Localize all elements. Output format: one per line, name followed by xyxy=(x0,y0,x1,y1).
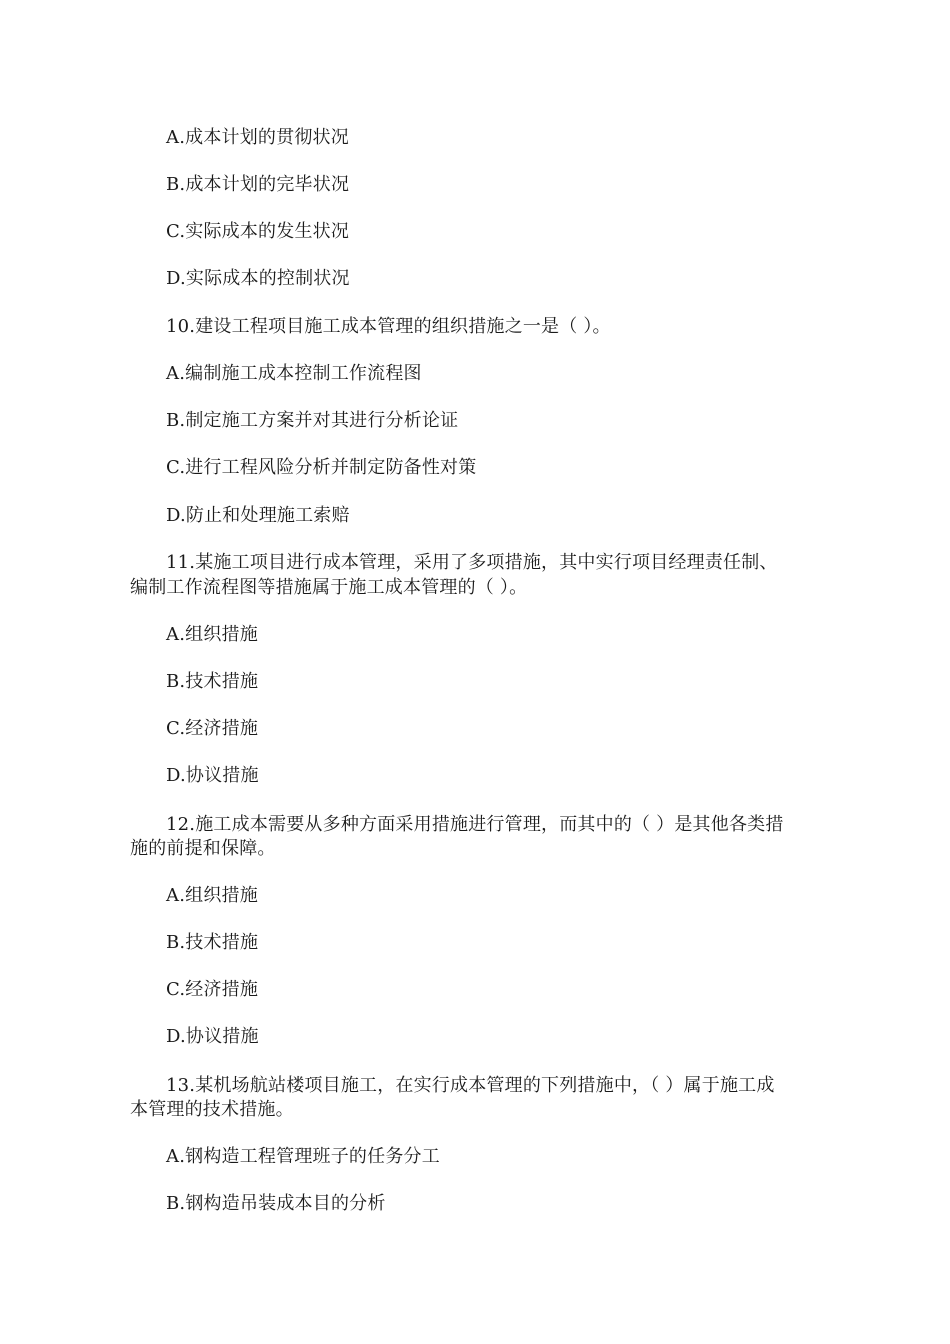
q12-option-b: B.技术措施 xyxy=(166,932,259,953)
q10-option-b: B.制定施工方案并对其进行分析论证 xyxy=(166,410,459,431)
option-b: B.成本计划的完毕状况 xyxy=(166,174,350,195)
option-a: A.成本计划的贯彻状况 xyxy=(166,127,349,148)
q13-option-b: B.钢构造吊装成本目的分析 xyxy=(166,1193,386,1214)
option-c: C.实际成本的发生状况 xyxy=(166,221,350,242)
q12-option-c: C.经济措施 xyxy=(166,979,259,1000)
q11-option-c: C.经济措施 xyxy=(166,718,259,739)
q11-option-b: B.技术措施 xyxy=(166,671,259,692)
q13-option-a: A.钢构造工程管理班子的任务分工 xyxy=(166,1146,440,1167)
question-11-line-2: 编制工作流程图等措施属于施工成本管理的（ ）。 xyxy=(130,577,528,598)
question-13-line-1: 13.某机场航站楼项目施工，在实行成本管理的下列措施中，（ ）属于施工成 xyxy=(166,1075,775,1096)
q12-option-a: A.组织措施 xyxy=(166,885,258,906)
q11-option-a: A.组织措施 xyxy=(166,624,258,645)
question-13-line-2: 本管理的技术措施。 xyxy=(130,1099,294,1120)
q10-option-a: A.编制施工成本控制工作流程图 xyxy=(166,363,422,384)
question-10: 10.建设工程项目施工成本管理的组织措施之一是（ ）。 xyxy=(166,316,611,337)
question-11-line-1: 11.某施工项目进行成本管理，采用了多项措施，其中实行项目经理责任制、 xyxy=(166,552,778,573)
q10-option-c: C.进行工程风险分析并制定防备性对策 xyxy=(166,457,477,478)
q10-option-d: D.防止和处理施工索赔 xyxy=(166,505,350,526)
question-12-line-1: 12.施工成本需要从多种方面采用措施进行管理，而其中的（ ）是其他各类措 xyxy=(166,814,784,835)
question-12-line-2: 施的前提和保障。 xyxy=(130,838,276,859)
q12-option-d: D.协议措施 xyxy=(166,1026,259,1047)
q11-option-d: D.协议措施 xyxy=(166,765,259,786)
option-d: D.实际成本的控制状况 xyxy=(166,268,350,289)
